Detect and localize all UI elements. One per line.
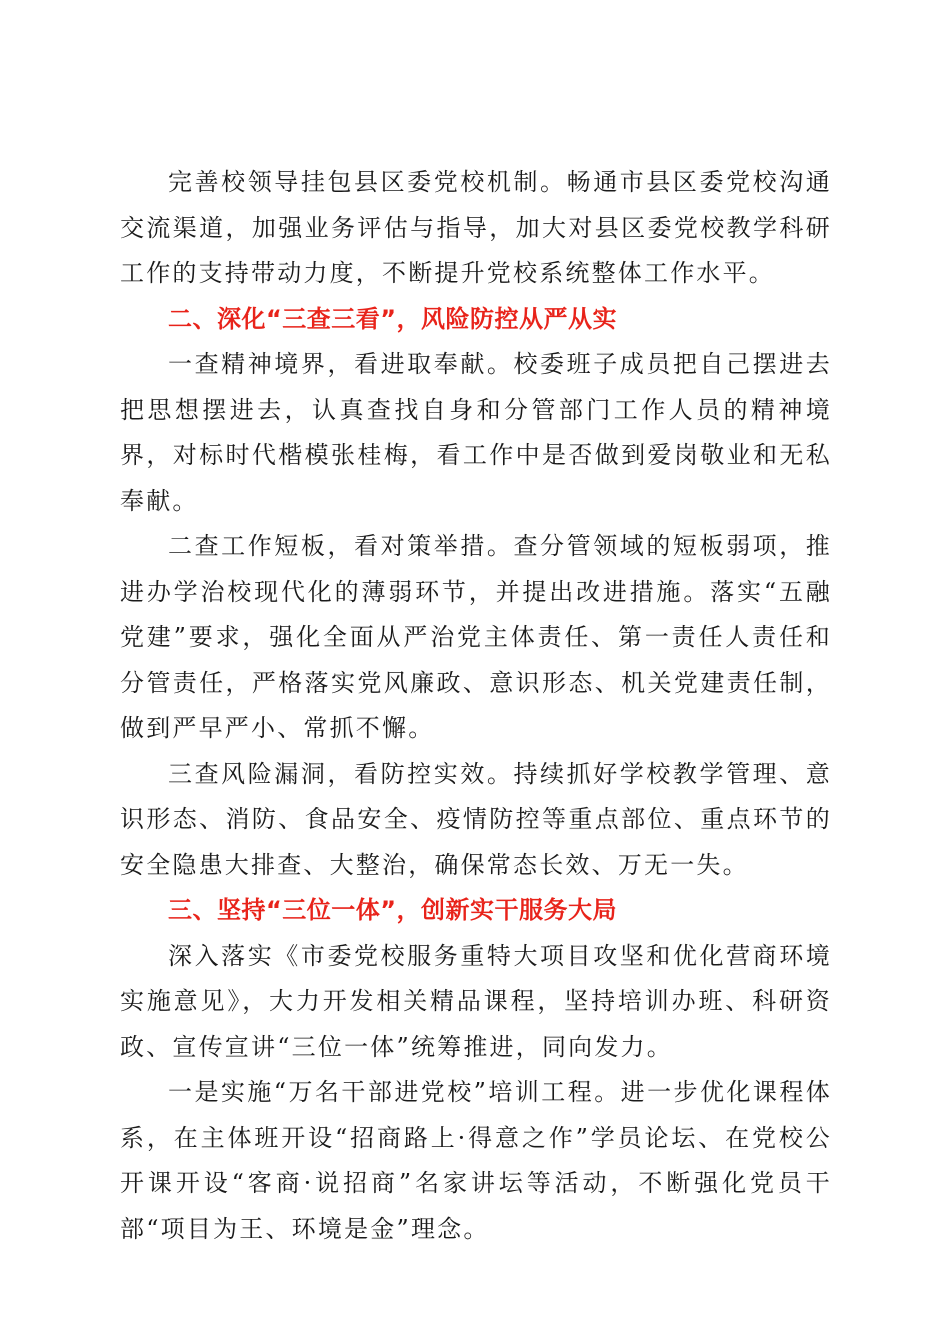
section-heading-two: 二、深化“三查三看”，风险防控从严从实 (168, 304, 618, 333)
section-heading-three: 三、坚持“三位一体”，创新实干服务大局 (168, 896, 618, 924)
paragraph-school-leaders-mechanism: 完善校领导挂包县区委党校机制。畅通市县区委党校沟通交流渠道，加强业务评估与指导，加大对县区委党校教学科研工作的支持带动力度，不断提升党校系统整体工作水平。 (120, 168, 832, 287)
paragraph-check-shortcomings: 二查工作短板，看对策举措。查分管领域的短板弱项，推进办学治校现代化的薄弱环节，并提出改进措施。落实“五融党建”要求，强化全面从严治党主体责任、第一责任人责任和分管责任，严格落实党风廉政、意识形态、机关党建责任制，做到严早严小、常抓不懈。 (120, 532, 832, 742)
paragraph-training-project: 一是实施“万名干部进党校”培训工程。进一步优化课程体系，在主体班开设“招商路上·得意之作”学员论坛、在党校公开课开设“客商·说招商”名家讲坛等活动，不断强化党员干部“项目为王、环境是金”理念。 (120, 1078, 832, 1243)
paragraph-implement-opinions: 深入落实《市委党校服务重特大项目攻坚和优化营商环境实施意见》，大力开发相关精品课程，坚持培训办班、科研资政、宣传宣讲“三位一体”统筹推进，同向发力。 (120, 941, 832, 1061)
paragraph-check-risks: 三查风险漏洞，看防控实效。持续抓好学校教学管理、意识形态、消防、食品安全、疫情防控等重点部位、重点环节的安全隐患大排查、大整治，确保常态长效、万无一失。 (120, 759, 832, 879)
paragraph-check-spirit: 一查精神境界，看进取奉献。校委班子成员把自己摆进去把思想摆进去，认真查找自身和分管部门工作人员的精神境界，对标时代楷模张桂梅，看工作中是否做到爱岗敬业和无私奉献。 (120, 350, 832, 515)
document-body (120, 160, 832, 1252)
